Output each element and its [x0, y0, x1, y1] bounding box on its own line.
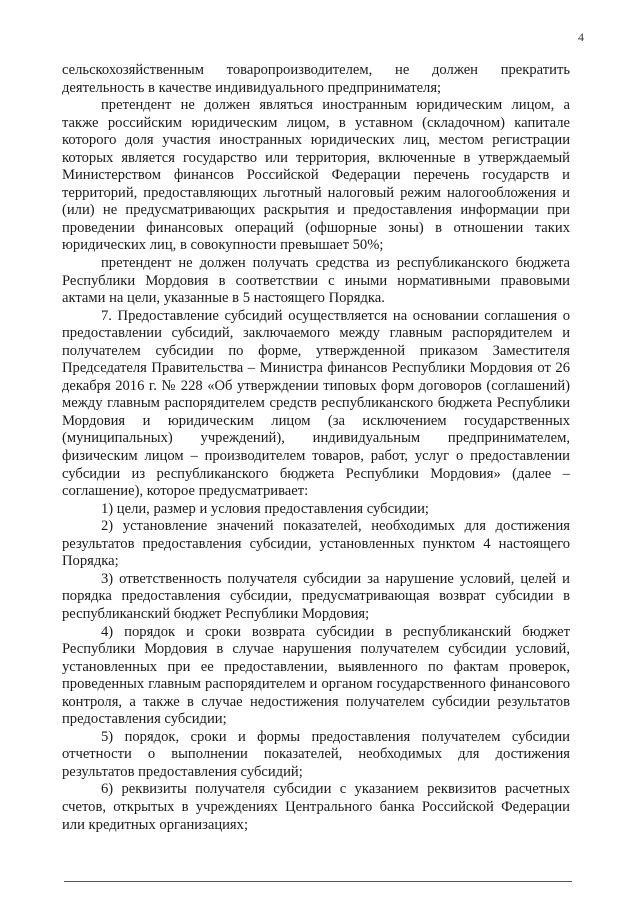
list-item-5: 5) порядок, сроки и формы предоставления получателем субсидии отчетности о выполнении показателей, необходимых для достижения результатов предоставления субсидий;: [62, 728, 570, 780]
list-item-1: 1) цели, размер и условия предоставления субсидии;: [101, 500, 429, 517]
page-number: 4: [578, 30, 584, 44]
document-body: [62, 62, 570, 834]
list-item-4: 4) порядок и сроки возврата субсидии в республиканский бюджет Республики Мордовия в случае нарушения получателем субсидии условий, установленных при ее предоставлении, выявленного по фактам проверок, проведенных главным распорядителем и органом государственного финансового контроля, а также в случае недостижения получателем субсидии результатов предоставления субсидии;: [62, 623, 570, 728]
paragraph-foreign-entity: претендент не должен являться иностранным юридическим лицом, а также российским юридическим лицом, в уставном (складочном) капитале которого доля участия иностранных юридических лиц, местом регистрации которых является государство или территория, включенные в утверждаемый Министерством финансов Российской Федерации перечень государств и территорий, предоставляющих льготный налоговый режим налогообложения и (или) не предусматривающих раскрытия и предоставления информации при проведении финансовых операций (офшорные зоны) в отношении таких юридических лиц, в совокупности превышает 50%;: [62, 97, 570, 254]
bottom-divider: [64, 881, 572, 882]
list-item-2: 2) установление значений показателей, необходимых для достижения результатов предоставления субсидии, установленных пунктом 4 настоящего Порядка;: [62, 518, 570, 570]
paragraph-continuation: сельскохозяйственным товаропроизводителем, не должен прекратить деятельность в качестве индивидуального предпринимателя;: [62, 62, 570, 96]
list-item-3: 3) ответственность получателя субсидии за нарушение условий, целей и порядка предоставления субсидии, предусматривающая возврат субсидии в республиканский бюджет Республики Мордовия;: [62, 570, 570, 622]
paragraph-section-7: 7. Предоставление субсидий осуществляется на основании соглашения о предоставлении субсидий, заключаемого между главным распорядителем и получателем субсидии по форме, утвержденной приказом Заместителя Председателя Правительства – Министра финансов Республики Мордовия от 26 декабря 2016 г. № 228 «Об утверждении типовых форм договоров (соглашений) между главным распорядителем средств республиканского бюджета Республики Мордовия и юридическим лицом (за исключением государственных (муниципальных) учреждений), индивидуальным предпринимателем, физическим лицом – производителем товаров, работ, услуг о предоставлении субсидии из республиканского бюджета Республики Мордовия» (далее – соглашение), которое предусматривает:: [62, 307, 570, 500]
paragraph-budget-funds: претендент не должен получать средства из республиканского бюджета Республики Мордовия в соответствии с иными нормативными правовыми актами на цели, указанные в 5 настоящего Порядка.: [62, 255, 570, 307]
list-item-6: 6) реквизиты получателя субсидии с указанием реквизитов расчетных счетов, открытых в учреждениях Центрального банка Российской Федерации или кредитных организациях;: [62, 781, 570, 833]
